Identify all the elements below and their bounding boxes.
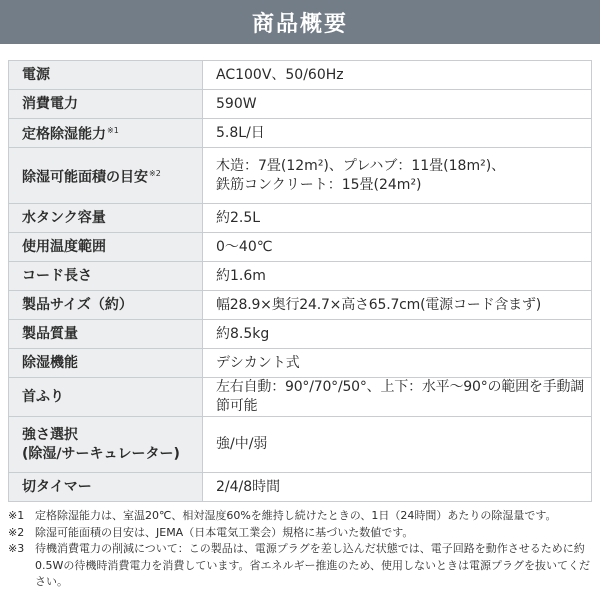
row-value: 0～40℃ xyxy=(203,233,592,262)
table-row xyxy=(9,90,592,119)
footnote-mark: ※2 xyxy=(8,525,25,539)
row-label: 除湿可能面積の目安 xyxy=(22,169,148,186)
row-value: 幅28.9×奥行24.7×高さ65.7cm(電源コード含まず) xyxy=(203,291,592,320)
row-value: 強/中/弱 xyxy=(203,417,592,473)
row-value-line: 木造：7畳(12m²)、プレハブ：11畳(18m²)、 xyxy=(216,157,506,174)
row-label-cell xyxy=(9,148,203,204)
page-title: 商品概要 xyxy=(251,11,348,37)
footnote xyxy=(8,525,594,542)
row-label: 電源 xyxy=(9,61,203,90)
row-value: 2/4/8時間 xyxy=(203,473,592,502)
row-label: 水タンク容量 xyxy=(9,204,203,233)
spec-table xyxy=(8,60,592,502)
row-label-line: 強さ選択 xyxy=(22,426,78,443)
row-label: 消費電力 xyxy=(9,90,203,119)
table-row xyxy=(9,204,592,233)
footnote xyxy=(8,508,594,525)
row-label: コード長さ xyxy=(9,262,203,291)
footnote-mark: ※2 xyxy=(149,168,161,178)
table-row xyxy=(9,417,592,473)
row-label-line: (除湿/サーキュレーター) xyxy=(22,445,180,462)
table-row xyxy=(9,291,592,320)
table-row xyxy=(9,349,592,378)
footnote xyxy=(8,541,594,591)
row-value: 590W xyxy=(203,90,592,119)
row-label: 除湿機能 xyxy=(9,349,203,378)
footnote-text: 定格除湿能力は、室温20℃、相対湿度60%を維持し続けたときの、1日（24時間）あたりの除湿量です。 xyxy=(35,509,557,522)
row-label: 切タイマー xyxy=(9,473,203,502)
row-label: 使用温度範囲 xyxy=(9,233,203,262)
row-value: 約2.5L xyxy=(203,204,592,233)
table-row xyxy=(9,233,592,262)
row-label-cell xyxy=(9,417,203,473)
row-value-cell xyxy=(203,148,592,204)
footnote-mark: ※1 xyxy=(107,126,119,136)
header-bar xyxy=(0,0,600,44)
footnote-text: 待機消費電力の削減について：この製品は、電源プラグを差し込んだ状態では、電子回路を動作させるために約0.5Wの待機時消費電力を消費しています。省エネルギー推進のため、使用しないときは電源プラグを抜いてください。 xyxy=(35,542,591,588)
row-label-cell xyxy=(9,119,203,148)
row-label: 製品質量 xyxy=(9,320,203,349)
table-row xyxy=(9,262,592,291)
row-label: 製品サイズ（約） xyxy=(9,291,203,320)
row-value: 左右自動：90°/70°/50°、上下：水平～90°の範囲を手動調節可能 xyxy=(203,378,592,417)
row-value: 約8.5kg xyxy=(203,320,592,349)
table-row xyxy=(9,119,592,148)
row-value: デシカント式 xyxy=(203,349,592,378)
table-row xyxy=(9,320,592,349)
table-row xyxy=(9,61,592,90)
footnote-mark: ※3 xyxy=(8,542,25,555)
footnote-text: 除湿可能面積の目安は、JEMA（日本電気工業会）規格に基づいた数値です。 xyxy=(35,525,414,539)
footnote-mark: ※1 xyxy=(8,509,25,522)
table-row xyxy=(9,148,592,204)
row-label: 首ふり xyxy=(9,378,203,417)
table-row xyxy=(9,473,592,502)
row-label: 定格除湿能力 xyxy=(22,126,106,143)
row-value-line: 鉄筋コンクリート：15畳(24m²) xyxy=(216,176,422,193)
row-value: 5.8L/日 xyxy=(203,119,592,148)
row-value: AC100V、50/60Hz xyxy=(203,61,592,90)
row-value: 約1.6m xyxy=(203,262,592,291)
footnotes xyxy=(8,508,594,591)
table-row xyxy=(9,378,592,417)
